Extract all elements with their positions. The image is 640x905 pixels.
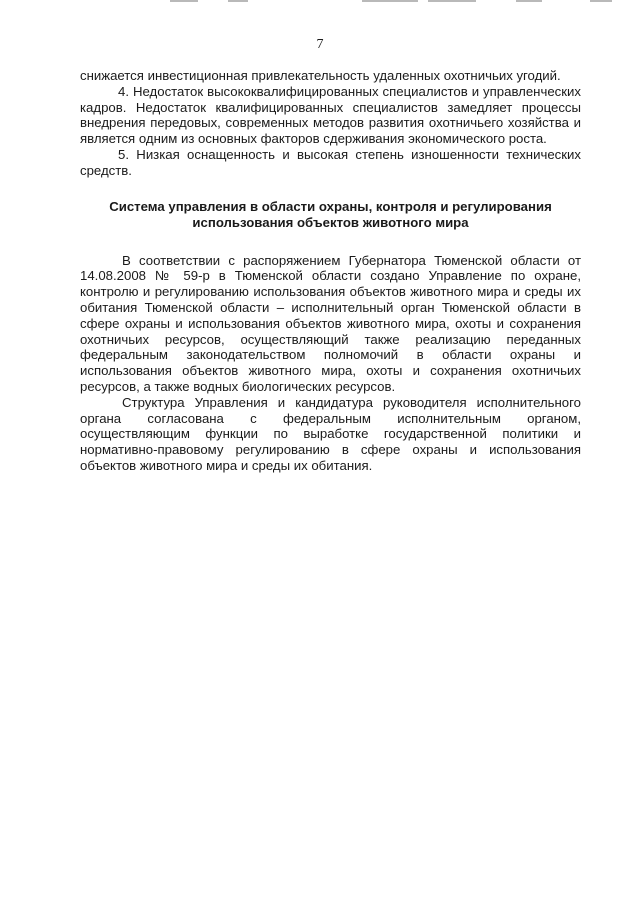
section-heading-line-1: Система управления в области охраны, контроля и регулирования (109, 198, 552, 214)
list-item-5: 5. Низкая оснащенность и высокая степень изношенности технических средств. (80, 146, 581, 178)
list-item-4: 4. Недостаток высококвалифицированных специалистов и управленческих кадров. Недостаток квалифицированных специалистов замедляет процессы внедрения передовых, современных методов развития охотничьего хозяйства и является одним из основных факторов сдерживания экономического роста. (80, 83, 581, 147)
document-body (80, 68, 581, 474)
scan-top-edge-marks (0, 0, 640, 4)
section-heading (80, 199, 581, 231)
section-paragraph-2: Структура Управления и кандидатура руководителя исполнительного органа согласована с федеральным исполнительным органом, осуществляющим функции по выработке государственной политики и нормативно-правовому регулированию в сфере охраны и использования объектов животного мира и среды их обитания. (80, 394, 581, 473)
section-paragraph-1: В соответствии с распоряжением Губернатора Тюменской области от 14.08.2008 № 59-р в Тюменской области создано Управление по охране, контролю и регулированию использования объектов животного мира и среды их обитания Тюменской области – исполнительный орган Тюменской области в сфере охраны и использования объектов животного мира, охоты и сохранения охотничьих ресурсов, осуществляющий также реализацию переданных федеральным законодательством полномочий в области охраны и использования объектов животного мира, охоты и сохранения охотничьих ресурсов, а также водных биологических ресурсов. (80, 252, 581, 394)
paragraph-continuation: снижается инвестиционная привлекательность удаленных охотничьих угодий. (80, 68, 561, 83)
page-number: 7 (316, 37, 324, 52)
section-heading-line-2: использования объектов животного мира (192, 214, 469, 230)
